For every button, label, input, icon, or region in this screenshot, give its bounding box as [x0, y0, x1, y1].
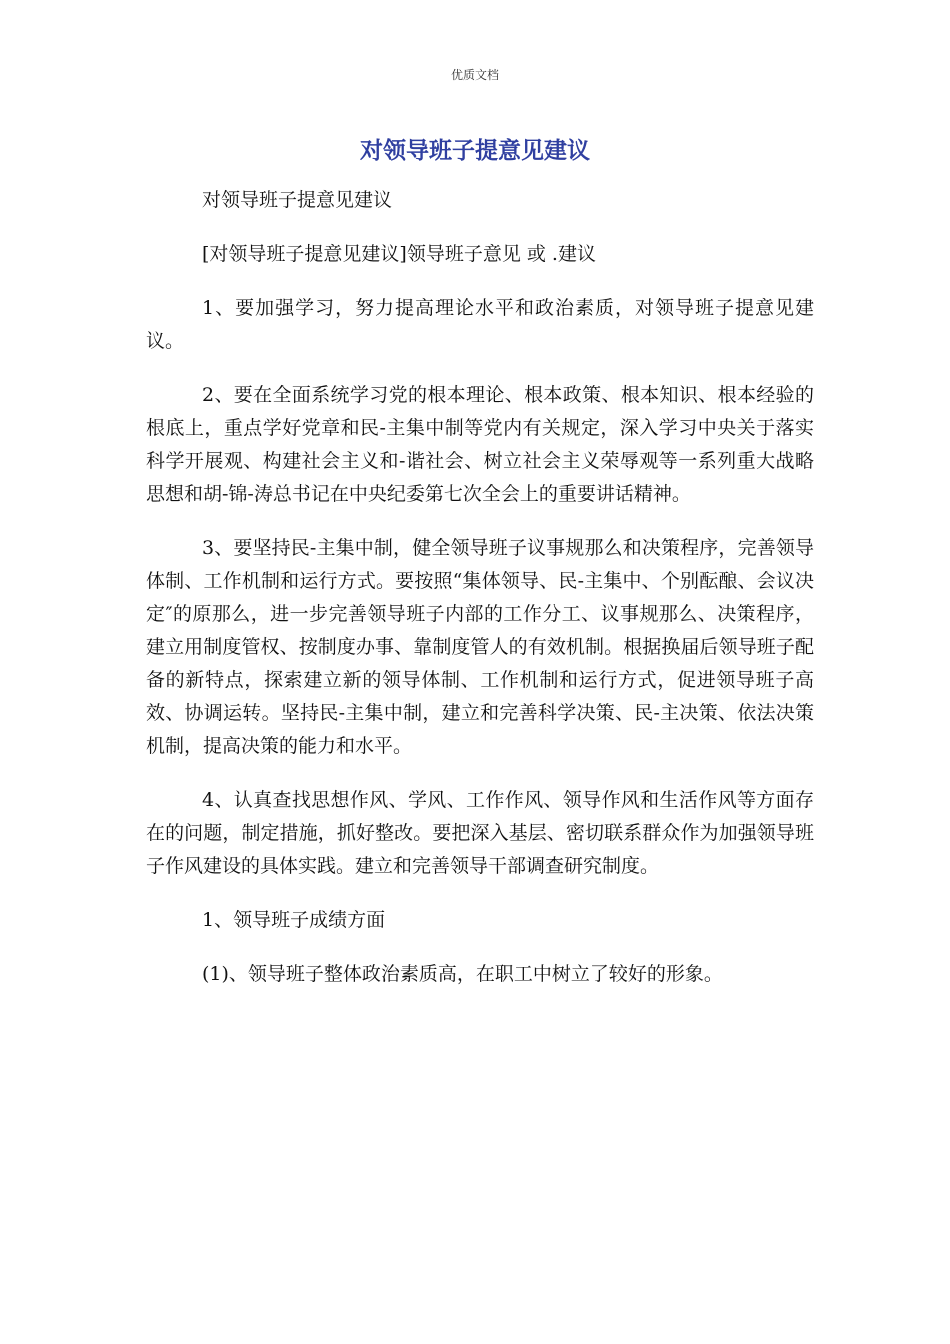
section-heading-achievements: 1、领导班子成绩方面: [202, 909, 386, 931]
paragraph-sub-item-1: (1)、领导班子整体政治素质高，在职工中树立了较好的形象。: [202, 963, 723, 985]
document-title: 对领导班子提意见建议: [360, 138, 590, 164]
document-body: [146, 184, 814, 1012]
paragraph-item-3: 3、要坚持民-主集中制，健全领导班子议事规那么和决策程序，完善领导体制、工作机制和运行方式。要按照“集体领导、民-主集中、个别酝酿、会议决定″的原那么，进一步完善领导班子内部的工作分工、议事规那么、决策程序，建立用制度管权、按制度办事、靠制度管人的有效机制。根据换届后领导班子配备的新特点，探索建立新的领导体制、工作机制和运行方式，促进领导班子高效、协调运转。坚持民-主集中制，建立和完善科学决策、民-主决策、依法决策机制，提高决策的能力和水平。: [146, 537, 814, 757]
paragraph-item-2: 2、要在全面系统学习党的根本理论、根本政策、根本知识、根本经验的根底上，重点学好党章和民-主集中制等党内有关规定，深入学习中央关于落实科学开展观、构建社会主义和-谐社会、树立社会主义荣辱观等一系列重大战略思想和胡-锦-涛总书记在中央纪委第七次全会上的重要讲话精神。: [146, 384, 814, 505]
paragraph-item-4: 4、认真查找思想作风、学风、工作作风、领导作风和生活作风等方面存在的问题，制定措施，抓好整改。要把深入基层、密切联系群众作为加强领导班子作风建设的具体实践。建立和完善领导干部调查研究制度。: [146, 789, 814, 877]
page-header: 优质文档: [450, 68, 499, 82]
paragraph-subtitle: 对领导班子提意见建议: [202, 189, 393, 211]
paragraph-item-1: 1、要加强学习，努力提高理论水平和政治素质，对领导班子提意见建议。: [146, 297, 814, 352]
paragraph-tag-line: [对领导班子提意见建议]领导班子意见 或 .建议: [202, 243, 596, 265]
